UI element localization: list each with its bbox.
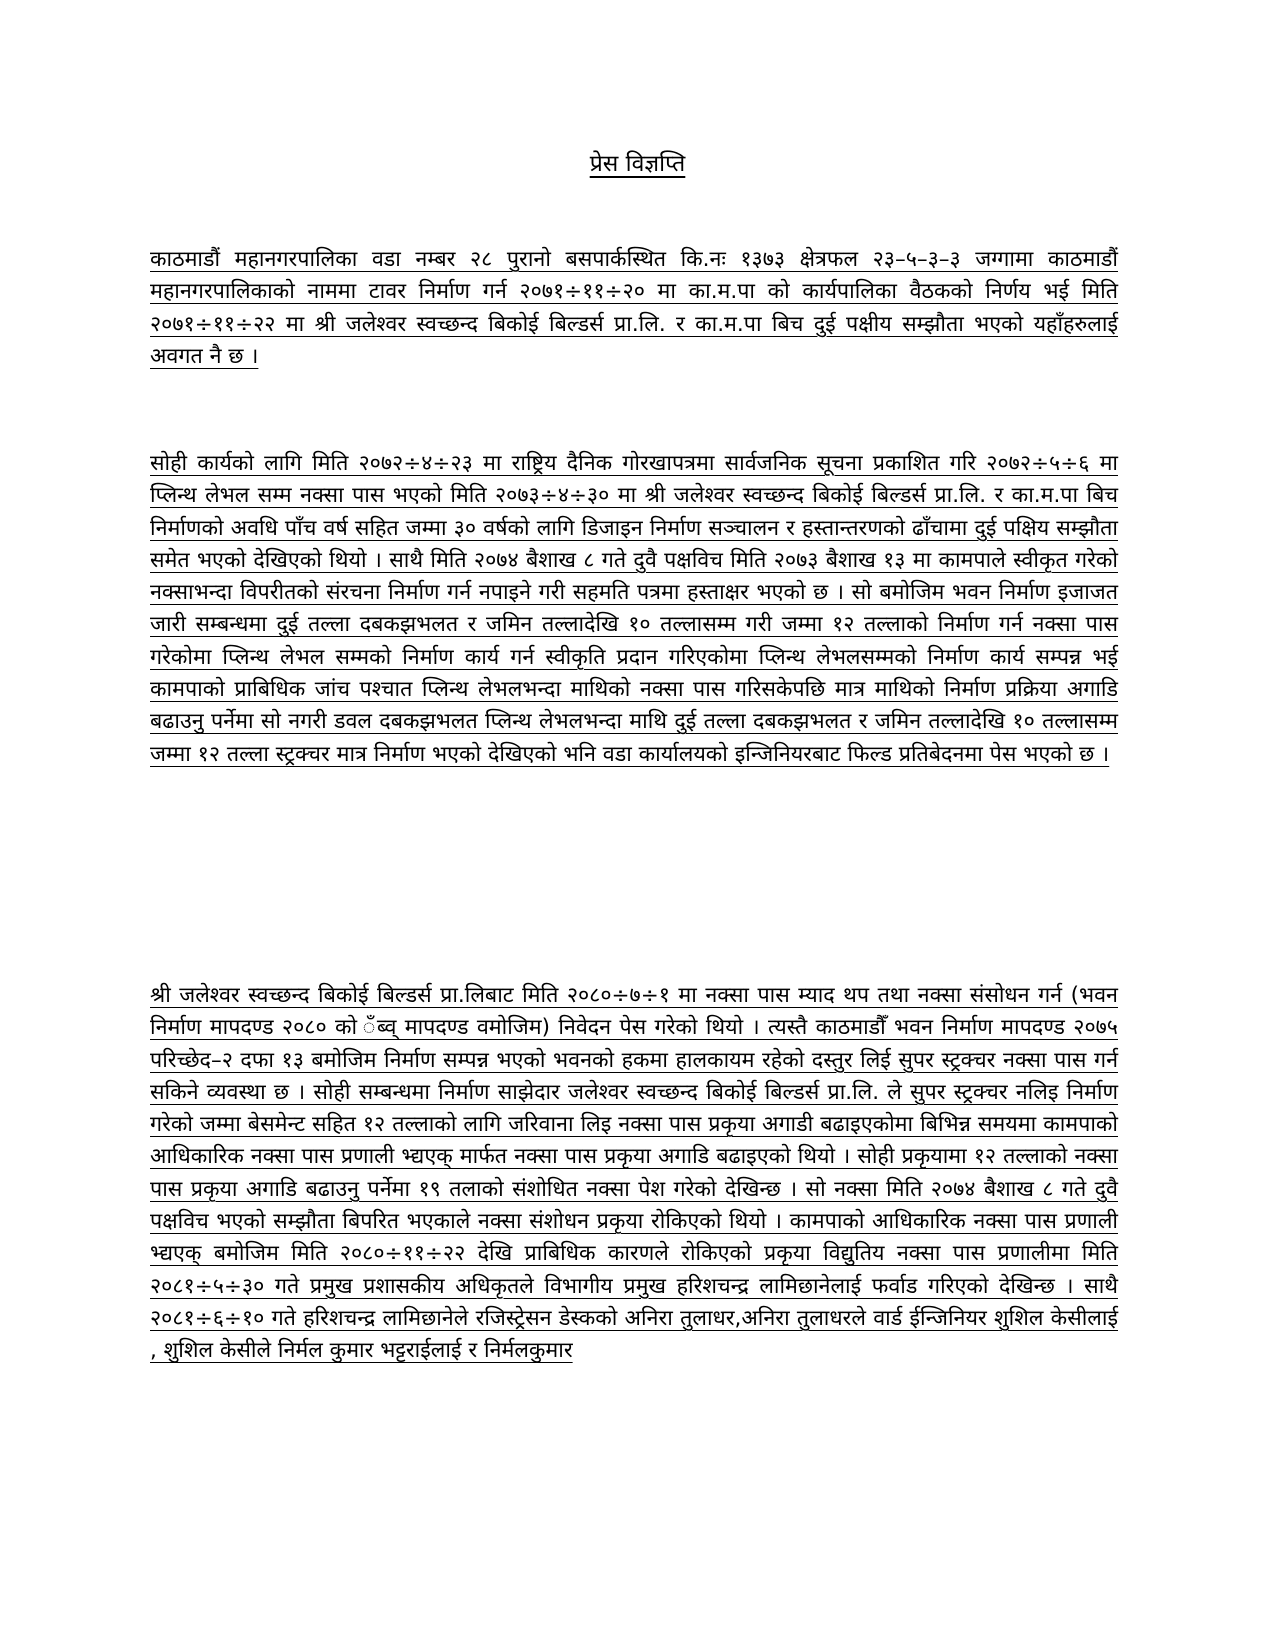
paragraph-3: श्री जलेश्वर स्वच्छन्द बिकोई बिल्डर्स प्रा.लिबाट मिति २०८०÷७÷१ मा नक्सा पास म्याद थप तथा नक्सा संसोधन गर्न (भवन निर्माण मापदण्ड २०८० को ँब्व् मापदण्ड वमोजिम) निवेदन पेस गरेको थियो । त्यस्तै काठमाडौँ भवन निर्माण मापदण्ड २०७५ परिच्छेद–२ दफा १३ बमोजिम निर्माण सम्पन्न भएको भवनको हकमा हालकायम रहेको दस्तुर लिई सुपर स्ट्रक्चर नक्सा पास गर्न सकिने व्यवस्था छ । सोही सम्बन्धमा निर्माण साझेदार जलेश्वर स्वच्छन्द बिकोई बिल्डर्स प्रा.लि. ले सुपर स्ट्रक्चर नलिइ निर्माण गरेको जम्मा बेसमेन्ट सहित १२ तल्लाको लागि जरिवाना लिइ नक्सा पास प्रकृया अगाडी बढाइएकोमा बिभिन्न समयमा कामपाको आधिकारिक नक्सा पास प्रणाली भ्द्यएक् मार्फत नक्सा पास प्रकृया अगाडि बढाइएको थियो । सोही प्रकृयामा १२ तल्लाको नक्सा पास प्रकृया अगाडि बढाउनु पर्नेमा १९ तलाको संशोधित नक्सा पेश गरेको देखिन्छ । सो नक्सा मिति २०७४ बैशाख ८ गते दुवै पक्षविच भएको सम्झौता बिपरित भएकाले नक्सा संशोधन प्रकृया रोकिएको थियो । कामपाको आधिकारिक नक्सा पास प्रणाली भ्द्यएक् बमोजिम मिति २०८०÷११÷२२ देखि प्राबिधिक कारणले रोकिएको प्रकृया विद्युतिय नक्सा पास प्रणालीमा मिति २०८१÷५÷३० गते प्रमुख प्रशासकीय अधिकृतले विभागीय प्रमुख हरिशचन्द्र लामिछानेलाई फर्वाड गरिएको देखिन्छ । साथै २०८१÷६÷१० गते हरिशचन्द्र लामिछानेले रजिस्ट्रेसन डेस्कको अनिरा तुलाधर,अनिरा तुलाधरले वार्ड ईन्जिनियर शुशिल केसीलाई , शुशिल केसीले निर्मल कुमार भट्टराईलाई र निर्मलकुमार bbox=[150, 983, 1119, 1364]
page-title: प्रेस विज्ञप्ति bbox=[589, 151, 686, 177]
paragraph-2: सोही कार्यको लागि मिति २०७२÷४÷२३ मा राष्ट्रिय दैनिक गोरखापत्रमा सार्वजनिक सूचना प्रकाशित गरि २०७२÷५÷६ मा प्लिन्थ लेभल सम्म नक्सा पास भएको मिति २०७३÷४÷३० मा श्री जलेश्वर स्वच्छन्द बिकोई बिल्डर्स प्रा.लि. र का.म.पा बिच निर्माणको अवधि पाँच वर्ष सहित जम्मा ३० वर्षको लागि डिजाइन निर्माण सञ्चालन र हस्तान्तरणको ढाँचामा दुई पक्षिय सम्झौता समेत भएको देखिएको थियो । साथै मिति २०७४ बैशाख ८ गते दुवै पक्षविच मिति २०७३ बैशाख १३ मा कामपाले स्वीकृत गरेको नक्साभन्दा विपरीतको संरचना निर्माण गर्न नपाइने गरी सहमति पत्रमा हस्ताक्षर भएको छ । सो बमोजिम भवन निर्माण इजाजत जारी सम्बन्धमा दुई तल्ला दबकझभलत र जमिन तल्लादेखि १० तल्लासम्म गरी जम्मा १२ तल्लाको निर्माण गर्न नक्सा पास गरेकोमा प्लिन्थ लेभल सम्मको निर्माण कार्य गर्न स्वीकृति प्रदान गरिएकोमा प्लिन्थ लेभलसम्मको निर्माण कार्य सम्पन्न भई कामपाको प्राबिधिक जांच पश्चात प्लिन्थ लेभलभन्दा माथिको नक्सा पास गरिसकेपछि मात्र माथिको निर्माण प्रक्रिया अगाडि बढाउनु पर्नेमा सो नगरी डवल दबकझभलत प्लिन्थ लेभलभन्दा माथि दुई तल्ला दबकझभलत र जमिन तल्लादेखि १० तल्लासम्म जम्मा १२ तल्ला स्ट्रक्चर मात्र निर्माण भएको देखिएको भनि वडा कार्यालयको इन्जिनियरबाट फिल्ड प्रतिबेदनमा पेस भएको छ । bbox=[150, 451, 1118, 767]
paragraph-1: काठमाडौं महानगरपालिका वडा नम्बर २८ पुरानो बसपार्कस्थित कि.नः १३७३ क्षेत्रफल २३–५–३–३ जग्गामा काठमाडौं महानगरपालिकाको नाममा टावर निर्माण गर्न २०७१÷११÷२० मा का.म.पा को कार्यपालिका वैठकको निर्णय भई मिति २०७१÷११÷२२ मा श्री जलेश्वर स्वच्छन्द बिकोई बिल्डर्स प्रा.लि. र का.म.पा बिच दुई पक्षीय सम्झौता भएको यहाँहरुलाई अवगत नै छ । bbox=[150, 247, 1118, 369]
